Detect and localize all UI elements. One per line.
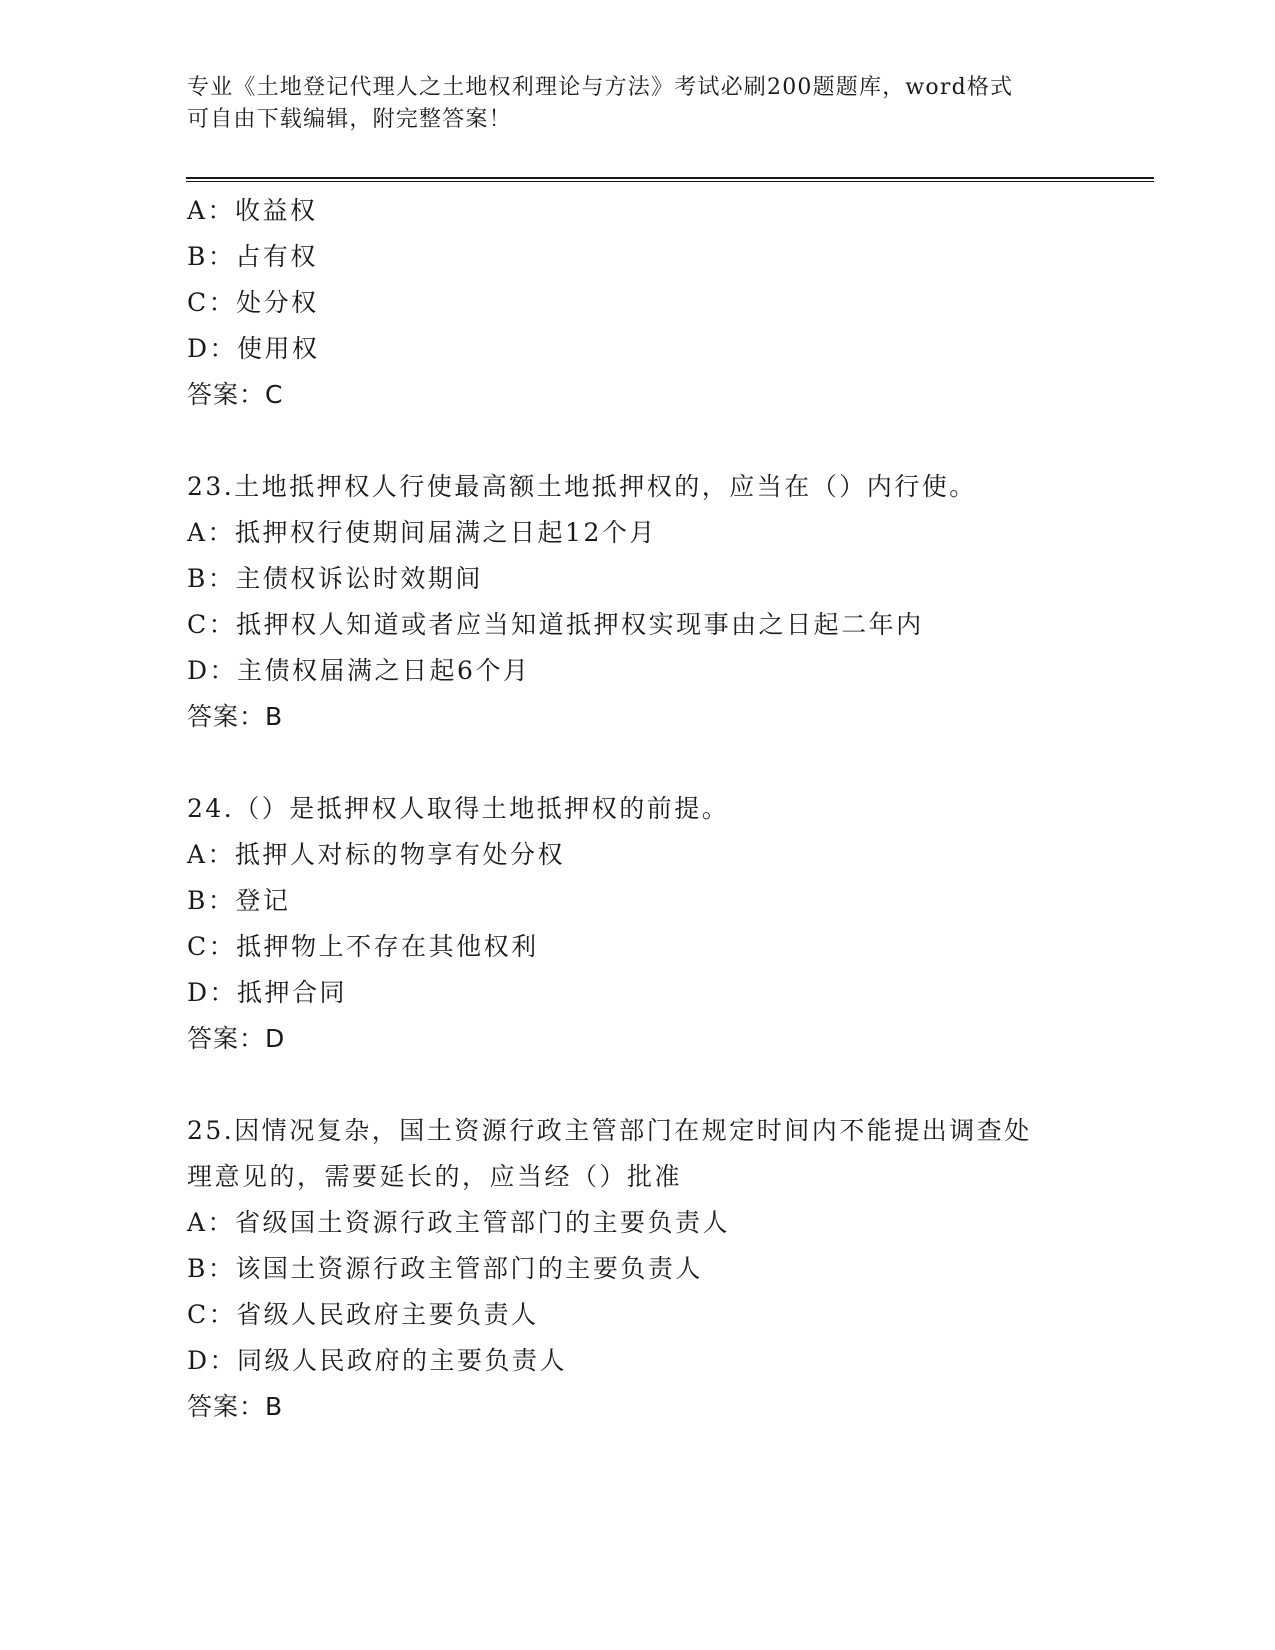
option-a: A：省级国土资源行政主管部门的主要负责人 bbox=[187, 1208, 731, 1237]
question-stem: 23.土地抵押权人行使最高额土地抵押权的，应当在（）内行使。 bbox=[187, 472, 977, 501]
answer-line: 答案：C bbox=[187, 380, 284, 409]
option-d: D：抵押合同 bbox=[187, 978, 348, 1007]
option-b: B：占有权 bbox=[187, 242, 318, 271]
option-a: A：抵押人对标的物享有处分权 bbox=[187, 840, 566, 869]
option-b: B：主债权诉讼时效期间 bbox=[187, 564, 483, 593]
option-c: C：处分权 bbox=[187, 288, 319, 317]
header-divider-thin bbox=[186, 181, 1154, 182]
header-title-line-1: 专业《土地登记代理人之土地权利理论与方法》考试必刷200题题库，word格式 bbox=[187, 75, 1014, 100]
option-d: D：同级人民政府的主要负责人 bbox=[187, 1346, 568, 1375]
question-stem-line-1: 25.因情况复杂，国土资源行政主管部门在规定时间内不能提出调查处 bbox=[187, 1116, 1032, 1145]
question-stem-line-2: 理意见的，需要延长的，应当经（）批准 bbox=[187, 1162, 683, 1191]
question-22-continued bbox=[187, 188, 1087, 418]
answer-line: 答案：D bbox=[187, 1024, 286, 1053]
option-c: C：抵押权人知道或者应当知道抵押权实现事由之日起二年内 bbox=[187, 610, 924, 639]
question-24 bbox=[187, 786, 1087, 1062]
option-b: B：登记 bbox=[187, 886, 291, 915]
header-divider bbox=[186, 177, 1154, 179]
option-c: C：省级人民政府主要负责人 bbox=[187, 1300, 539, 1329]
option-a: A：收益权 bbox=[187, 196, 318, 225]
question-list bbox=[187, 188, 1087, 1430]
option-d: D：使用权 bbox=[187, 334, 320, 363]
question-stem: 24.（）是抵押权人取得土地抵押权的前提。 bbox=[187, 794, 730, 823]
question-23 bbox=[187, 464, 1087, 740]
option-c: C：抵押物上不存在其他权利 bbox=[187, 932, 539, 961]
answer-line: 答案：B bbox=[187, 1392, 284, 1421]
answer-line: 答案：B bbox=[187, 702, 284, 731]
option-b: B：该国土资源行政主管部门的主要负责人 bbox=[187, 1254, 703, 1283]
option-d: D：主债权届满之日起6个月 bbox=[187, 656, 531, 685]
option-a: A：抵押权行使期间届满之日起12个月 bbox=[187, 518, 657, 547]
question-25 bbox=[187, 1108, 1087, 1430]
header-title-line-2: 可自由下载编辑，附完整答案！ bbox=[187, 107, 512, 132]
page-header bbox=[187, 72, 1067, 136]
